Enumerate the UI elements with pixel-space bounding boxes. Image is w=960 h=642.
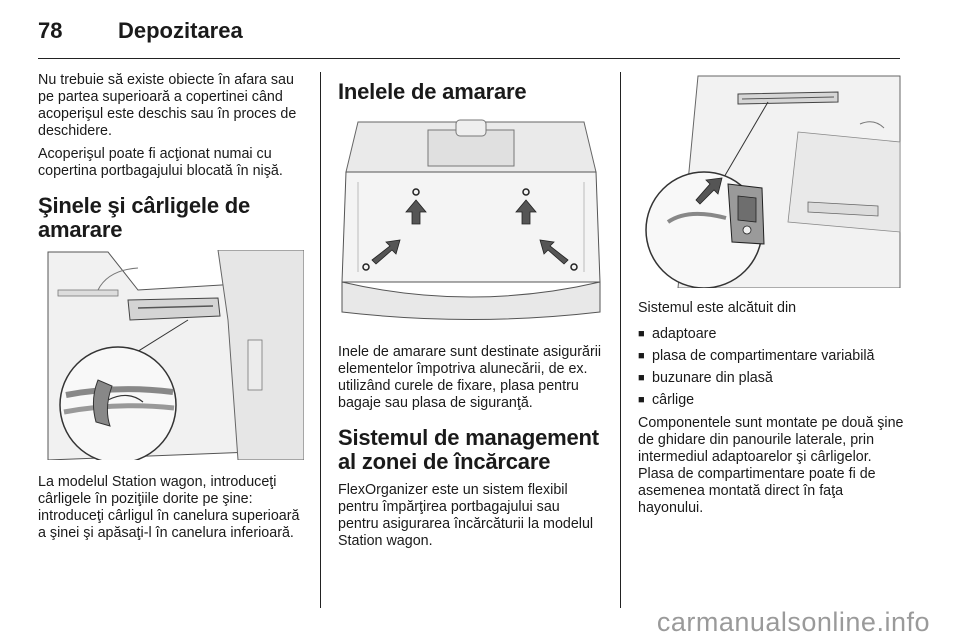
list-item: ■ cârlige (638, 389, 904, 411)
bullet-marker: ■ (638, 328, 645, 340)
paragraph-rails-instructions: La modelul Station wagon, introduceţi cârligele în poziţiile dorite pe şine: introduceţi cârligul în canelura superioară a şinei şi apăsaţi-l în canelura inferioară. (38, 474, 300, 541)
header-divider (38, 58, 900, 59)
paragraph-flexorganizer: FlexOrganizer este un sistem flexibil pentru împărţirea portbagajului sau pentru asigurarea încărcăturii la modelul Station wagon. (338, 482, 594, 549)
heading-lashing-rings: Inelele de amarare (338, 79, 527, 104)
bullet-marker: ■ (638, 394, 645, 406)
column-left (38, 72, 304, 548)
heading-cargo-management: Sistemul de management al zonei de încărcare (338, 425, 599, 474)
column-divider-1 (320, 72, 321, 608)
paragraph-components-mounting: Componentele sunt montate pe două şine de ghidare din panourile laterale, prin intermediul adaptoarelor şi cârligelor. Plasa de compartimentare poate fi de asemenea montată direct în faţa hayonului. (638, 415, 904, 516)
watermark: carmanualsonline.info (656, 607, 930, 637)
bullet-marker: ■ (638, 350, 645, 362)
lashing-rings-illustration (338, 112, 604, 322)
paragraph-lashing-rings: Inele de amarare sunt destinate asigurării elementelor împotriva alunecării, de ex. utilizând curele de fixare, plasa pentru bagaje sau plasa de siguranţă. (338, 344, 602, 411)
heading-rails-hooks: Şinele şi cârligele de amarare (38, 193, 251, 242)
paragraph-roof-operation: Acoperişul poate fi acţionat numai cu copertina portbagajului blocată în nişă. (38, 146, 283, 179)
paragraph-roof-warning: Nu trebuie să existe obiecte în afara sau pe partea superioară a copertinei când acoperişul este deschis sau în proces de deschidere. (38, 72, 297, 139)
column-middle (338, 72, 604, 556)
paragraph-system-intro: Sistemul este alcătuit din (638, 300, 797, 316)
page-header (38, 18, 900, 52)
list-item: ■ plasa de compartimentare variabilă (638, 345, 904, 367)
column-right (638, 72, 904, 523)
component-list (638, 323, 904, 411)
list-item: ■ adaptoare (638, 323, 904, 345)
page-title: Depozitarea (118, 18, 243, 43)
column-divider-2 (620, 72, 621, 608)
page-number: 78 (38, 18, 63, 43)
bullet-marker: ■ (638, 372, 645, 384)
list-item: ■ buzunare din plasă (638, 367, 904, 389)
rails-hooks-illustration (38, 250, 304, 460)
flexorganizer-illustration (638, 72, 904, 288)
